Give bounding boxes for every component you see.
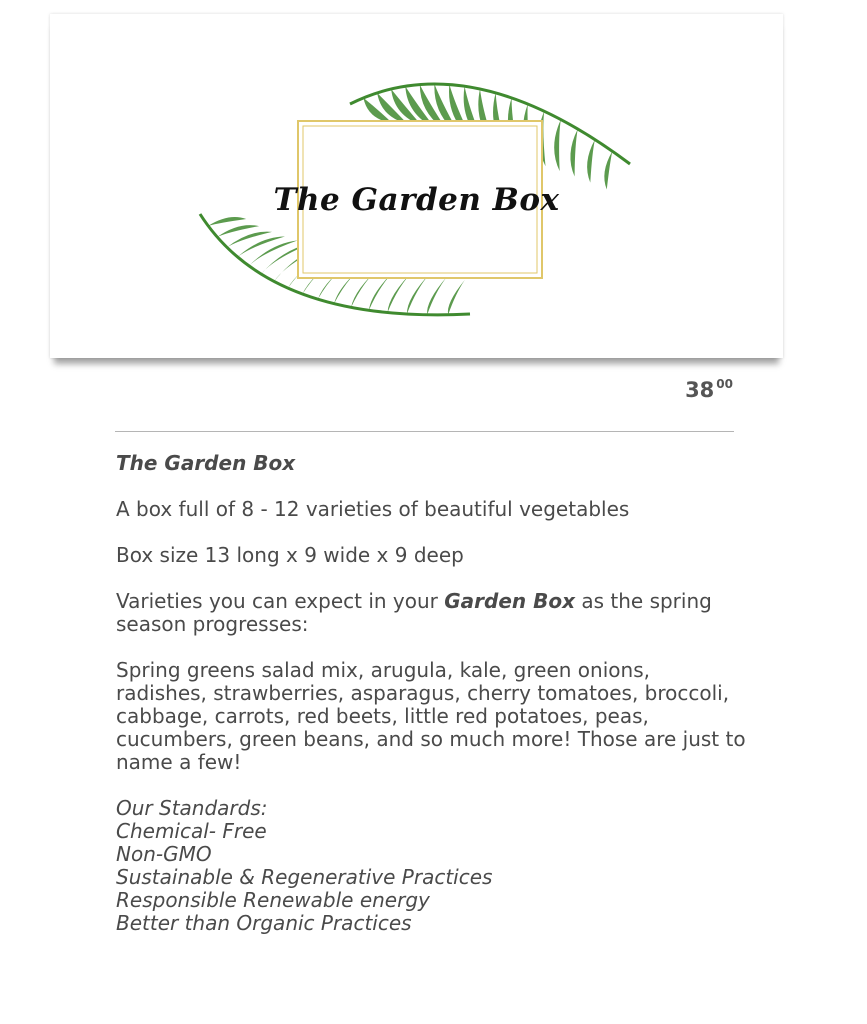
standard-item: Chemical- Free <box>116 819 267 843</box>
standard-item: Sustainable & Regenerative Practices <box>116 865 493 889</box>
palm-leaflet <box>587 140 595 183</box>
logo-text: The Garden Box <box>273 182 560 218</box>
palm-leaflet <box>554 120 561 172</box>
description-title: The Garden Box <box>116 451 296 475</box>
varieties-emphasis: Garden Box <box>444 589 575 613</box>
description-list: Spring greens salad mix, arugula, kale, green onions, radishes, strawberries, asparagus, cherry tomatoes, broccoli, cabbage, carrots, red beets, little red potatoes, peas, cucumbers, green beans, and so much more! Those are just to name a few! <box>116 658 746 774</box>
divider <box>115 431 734 432</box>
price-cents: 00 <box>716 377 733 391</box>
price <box>685 377 733 402</box>
price-whole: 38 <box>685 378 715 402</box>
palm-leaflet <box>208 217 246 226</box>
description-intro: A box full of 8 - 12 varieties of beautiful vegetables <box>116 497 630 521</box>
product-description <box>116 452 746 935</box>
description-size: Box size 13 long x 9 wide x 9 deep <box>116 543 464 567</box>
standard-item: Responsible Renewable energy <box>116 888 430 912</box>
palm-leaflet <box>448 280 465 315</box>
standards-list <box>116 797 746 935</box>
standard-item: Better than Organic Practices <box>116 911 412 935</box>
palm-leaflet <box>570 129 577 177</box>
description-varieties <box>116 590 746 636</box>
varieties-before: Varieties you can expect in your <box>116 589 445 613</box>
standards-heading: Our Standards: <box>116 796 268 820</box>
hero-image <box>50 14 783 358</box>
varieties-after: as the spring season progresses: <box>116 589 712 636</box>
palm-leaflet <box>227 232 272 248</box>
standard-item: Non-GMO <box>116 842 212 866</box>
palm-leaflet <box>427 276 447 314</box>
